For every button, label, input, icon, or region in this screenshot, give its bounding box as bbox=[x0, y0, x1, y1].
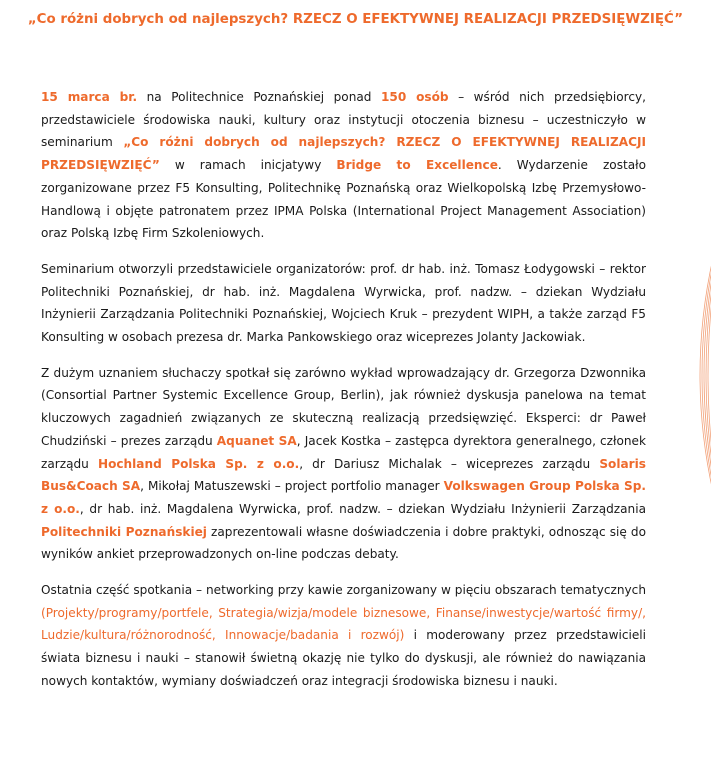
text-run: . Wydarzenie zostało zorganizowane przez bbox=[41, 158, 646, 195]
text-run: – dziekan Wydziału Inżynierii Zarządzania bbox=[380, 501, 646, 516]
text-run: – rektor Politechniki Poznańskiej, bbox=[41, 261, 647, 299]
text-run: Z dużym uznaniem słuchaczy spotkał się zarówno wykład wprowadzający bbox=[41, 365, 495, 380]
text-run: – project portfolio manager bbox=[270, 479, 444, 494]
text-run: i moderowany przez przedstawicieli świata biznesu i nauki – stanowił świetną okazję nie tylko do dyskusji, ale również do nawiązania nowych kontaktów, wymiany doświadczeń oraz integracji środowiska biznesu i nauki. bbox=[41, 628, 646, 688]
text-run: oraz bbox=[410, 180, 448, 195]
emphasis-text: Politechniki Poznańskiej bbox=[41, 524, 207, 539]
emphasis-text: Aquanet SA bbox=[216, 433, 297, 448]
text-run: – wiceprezes zarządu bbox=[441, 456, 600, 471]
text-run: i objęte patronatem przez bbox=[100, 203, 274, 218]
emphasis-text: dr. Marka Pankowskiego bbox=[227, 330, 373, 345]
emphasis-text: Jacek Kostka bbox=[304, 433, 381, 448]
emphasis-text: 150 osób bbox=[380, 90, 449, 104]
text-run: – dziekan Wydziału Inżynierii Zarządzania Politechniki Poznańskiej, bbox=[41, 284, 646, 322]
emphasis-text: Mikołaj Matuszewski bbox=[147, 479, 271, 494]
emphasis-text: „Co różni dobrych od najlepszych? RZECZ O EFEKTYWNEJ REALIZACJI PRZEDSIĘWZIĘĆ” bbox=[41, 135, 646, 173]
text-run: zaprezentowali własne doświadczenia i dobre praktyki, odnosząc się do wyników ankiet przeprowadzonych on-line podczas debaty. bbox=[41, 524, 646, 562]
text-run: , bbox=[140, 479, 148, 494]
text-run: – zastępca dyrektora generalnego, członek zarządu bbox=[41, 433, 646, 471]
text-run: (Consortial Partner Systemic Excellence Group, Berlin), jak również dyskusja panelowa na temat kluczowych zagadnień związanych ze skuteczną realizacją przedsięwzięć. Eksperci: bbox=[41, 388, 646, 426]
text-run: , bbox=[258, 180, 268, 195]
emphasis-text: (Projekty/programy/portfele, Strategia/wizja/modele biznesowe, Finanse/inwestycje/wartość firmy/, Ludzie/kultura/różnorodność, Innowacje/badania i rozwój) bbox=[41, 605, 646, 643]
text-run: Seminarium otworzyli przedstawiciele organizatorów: bbox=[41, 261, 371, 276]
text-run: Ostatnia część spotkania – networking przy kawie zorganizowany w pięciu obszarach tematycznych bbox=[41, 583, 646, 598]
emphasis-text: Polską Izbę Firm Szkoleniowych. bbox=[70, 226, 265, 241]
text-run: w ramach inicjatywy bbox=[159, 158, 337, 173]
paragraph-panel bbox=[41, 362, 646, 566]
text-run: na Politechnice Poznańskiej ponad bbox=[137, 90, 381, 104]
emphasis-text: Politechnikę Poznańską bbox=[267, 180, 411, 195]
emphasis-text: Solaris Bus&Coach SA bbox=[41, 456, 646, 494]
text-run: – prezydent WIPH, a także zarząd F5 Konsulting w osobach prezesa bbox=[41, 307, 646, 345]
page-title: „Co różni dobrych od najlepszych? RZECZ O EFEKTYWNEJ REALIZACJI PRZEDSIĘWZIĘĆ” bbox=[27, 12, 684, 27]
emphasis-text: Wielkopolską Izbę Przemysłowo-Handlową bbox=[41, 180, 646, 218]
text-run: , bbox=[79, 501, 90, 516]
text-run: , bbox=[299, 456, 313, 471]
text-run: oraz wiceprezes bbox=[372, 330, 478, 345]
emphasis-text: dr. Grzegorza Dzwonnika bbox=[494, 365, 647, 380]
emphasis-text: dr Paweł Chudziński bbox=[41, 411, 646, 448]
text-run: , bbox=[296, 433, 305, 448]
emphasis-text: dr hab. inż. Magdalena Wyrwicka, prof. nadzw. bbox=[202, 284, 513, 299]
article-body bbox=[41, 86, 646, 706]
text-run: – prezes zarządu bbox=[106, 433, 217, 448]
emphasis-text: Hochland Polska Sp. z o.o. bbox=[97, 456, 300, 471]
emphasis-text: IPMA Polska bbox=[273, 203, 348, 218]
text-run: . bbox=[581, 330, 586, 345]
paragraph-intro bbox=[41, 86, 646, 245]
emphasis-text: Jolanty Jackowiak bbox=[477, 330, 582, 345]
text-run: – wśród nich przedsiębiorcy, przedstawiciele środowiska nauki, kultury oraz instytucji otoczenia biznesu – uczestniczyło w seminarium bbox=[41, 90, 646, 150]
text-run: (International Project Management Association) oraz bbox=[41, 203, 646, 241]
emphasis-text: Wojciech Kruk bbox=[331, 307, 418, 322]
emphasis-text: dr Dariusz Michalak bbox=[312, 456, 442, 471]
decorative-lines-graphic bbox=[695, 250, 711, 500]
emphasis-text: prof. dr hab. inż. Tomasz Łodygowski bbox=[370, 261, 595, 276]
emphasis-text: Bridge to Excellence bbox=[336, 158, 498, 173]
emphasis-text: 15 marca br. bbox=[41, 90, 138, 104]
emphasis-text: dr hab. inż. Magdalena Wyrwicka, prof. nadzw. bbox=[89, 501, 381, 516]
emphasis-text: F5 Konsulting bbox=[175, 180, 259, 195]
paragraph-opening bbox=[41, 258, 646, 349]
paragraph-networking bbox=[41, 579, 646, 693]
emphasis-text: Volkswagen Group Polska Sp. z o.o. bbox=[41, 479, 646, 516]
